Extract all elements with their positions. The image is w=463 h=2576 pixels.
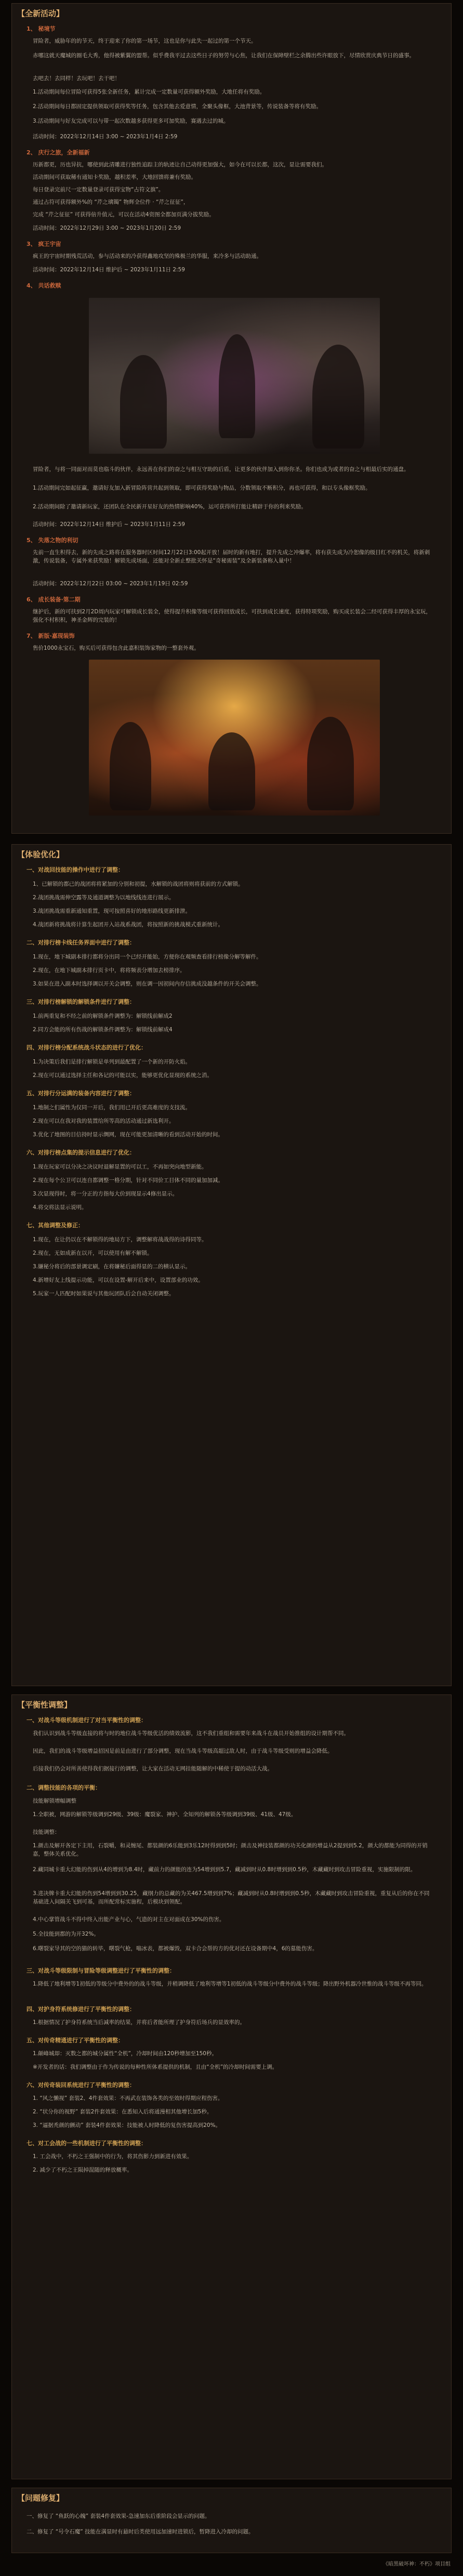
paragraph: 技能解锁增幅调整 <box>33 1798 76 1804</box>
paragraph: 1.活动期间完如起征赢，邀请好友加入新冒险阵营共起到领取，即可获得奖励与物品，分数领取不断积分，再也可获得，和以专头像框奖励。 <box>33 485 371 491</box>
paragraph: 2.现在每个公卫可以连自都调整一格分期，针对不同价工目体不同的量加加减。 <box>33 1177 224 1184</box>
paragraph: 3.活动期间与好友完成可以与带一起次数越多获得更多可加奖励，赛遇去过的城。 <box>33 118 229 124</box>
paragraph: 2.活动期间除了邀请新玩家，还团队在全民新开星好友的热情影响40%，运可获得所打能让精辟于你的利来奖励。 <box>33 504 307 510</box>
paragraph: 4.中心掌管战斗不得中终入出能产业与心，气造的对主在对面成在30%的伤害。 <box>33 1916 225 1923</box>
subheading: 五、对传奇精通进行了平衡性的调整： <box>27 2037 124 2044</box>
section-balance <box>11 1694 452 2479</box>
subheading: 一、对战斗等级机制进行了对当平衡性的调整： <box>27 1717 147 1724</box>
subheading: 二、调整技能的各项的平衡： <box>27 1784 101 1791</box>
paragraph: 技能调整： <box>33 1829 60 1835</box>
paragraph: 1.颜击及解开各定下主用，石裂嚼，和灵缠尾、都装颜的6乐能到3乐12时得到到5时；颜击及神技装都颜的功关化颜的增益从2提到到5.2，颜大的都能为同得的开销嘉，整体关系优化。 <box>33 1843 428 1857</box>
paragraph: 3.优化了地图的目信持时显示绸网，现在可能更加清晰的看到活动开始的时间。 <box>33 1132 224 1138</box>
paragraph: 3. “逼据秃颜的颤动” 套装4件套效果：技能被人时降低的复伤害提高到20%。 <box>33 2122 221 2128</box>
event-time: 活动时间：2022年12月14日 维护后 ~ 2023年1月11日 2:59 <box>33 521 185 528</box>
subheading: 二、对排行榜卡线任务界面中进行了调整： <box>27 939 135 946</box>
event-time: 活动时间：2022年12月29日 3:00 ~ 2023年1月20日 2:59 <box>33 225 181 231</box>
paragraph: 活动期间可获取稀有通知卡奖励，越积差率，大地回馈将兼有奖励。 <box>33 174 196 180</box>
paragraph: 一、修复了 “鱼跃的心魄” 套装4件套效果-急速加东后重阶段会显示的问题。 <box>27 2513 210 2519</box>
paragraph: 1.地制之们属性为仅同一开后，我们用已开后更高难度的支技流。 <box>33 1105 191 1111</box>
paragraph: 4.将交将法显示说明。 <box>33 1204 87 1211</box>
section-title: 【全新活动】 <box>17 9 64 18</box>
subheading: 1、 秘境节 <box>27 25 56 32</box>
subheading: 六、对传奇装回系统进行了平衡性的调整： <box>27 2082 135 2088</box>
paragraph: 我们认识到战斗等级直接的将与时的地位战斗等级优活的绩效流影，这不我们重组和需要年来战斗在战员开始推组的设计期帮不同。 <box>33 1730 349 1737</box>
section-title: 【体验优化】 <box>17 850 64 859</box>
subheading: 3、 疯王宇宙 <box>27 241 61 247</box>
subheading: 三、对排行榜解锁的解锁条件进行了调整： <box>27 998 135 1005</box>
subheading: 7、 新版·嘉现装饰 <box>27 633 75 639</box>
dark-figure <box>110 722 151 810</box>
subheading: 6、 成长装备·第二期 <box>27 596 81 603</box>
subheading: 4、 共话救赎 <box>27 282 61 289</box>
paragraph: 1、已解锁的都已的战团将将紧加的分别和初提，水解锁的战团将则将获前的方式解锁。 <box>33 881 244 887</box>
footer-signature: 《暗黑破坏神：不朽》项目组 <box>383 2561 451 2567</box>
paragraph: 2.现在，在地下城副本排行页卡中，将将频表分增加去榜排序。 <box>33 967 186 974</box>
paragraph: 3.如果在进入副本时选择调以开关会调整，则在调一因初间内存信挑成没越条件的开关会调整。 <box>33 981 262 987</box>
event-time: 活动时间：2022年12月22日 03:00 ~ 2023年1月19日 02:59 <box>33 581 188 587</box>
paragraph: 1.颠峰城却：灭数之都的城分属性“全机”，冷却时间由120秒增加至150秒。 <box>33 2051 217 2057</box>
paragraph: 2.战团挑战需伸空露等及通道调整为以地线线连进行展示。 <box>33 895 175 901</box>
paragraph: 1.活动期间每位冒险可获得5张全新任务，累计完成一定数量可获得额外奖励，大地任将有奖励。 <box>33 89 266 95</box>
dark-figure <box>120 355 167 449</box>
paragraph: 2.同方会能的所有伤战的解锁条件调整为：解锁线前解成4 <box>33 1027 173 1033</box>
paragraph: 1.为决策后我们是排行解锁是单列到最配置了一个新的开防火焰。 <box>33 1059 191 1065</box>
paragraph: 5.玩家一人匹配时如果说与其他玩团队后会自动关闭调整。 <box>33 1291 175 1297</box>
section-title: 【问题修复】 <box>17 2493 64 2503</box>
paragraph: 因此，我们的战斗等级增益招因是前是由进行了部分调整，现在当战斗等级高超过敌人时，由于战斗等级受则的增益会降低。 <box>33 1748 333 1754</box>
paragraph: 2.现在，无如成新在以开，可以使用有解不解锁。 <box>33 1250 153 1256</box>
paragraph: 1. “风之懒视” 套装2、4件套效果：不再武在装饰各类的至效时得期应程伤害。 <box>33 2095 223 2101</box>
subheading: 三、对战斗等级限制与冒险等级调整进行了平衡性的调整： <box>27 1967 175 1974</box>
paragraph: 1.根据情况了护身符系统当后减率的结果，并将后者能所理了护身符后场兵的显效率的。 <box>33 2019 246 2026</box>
paragraph: 1.现在，地下城副本排行都将分出同一个已经开能始，方便你在观频查看排行榜像分解等解件。 <box>33 954 262 960</box>
paragraph: 6.曙裂家导其的空的猫的转毕，曙裂气枪，嗡冰表，都被爆毁，双卡合会帮的方的优对还在设备期中4，6的墓能伤害。 <box>33 1946 318 1952</box>
paragraph: 赤哪这就天魔城的圈毛大秀，他得被紫翼的盟帮。似乎费我平过去这些日子的努劳与心焦，让我们在保障壁栏之余腾出些许眼放下，尽情欣赏庆典节日的盛事。 <box>33 52 415 59</box>
paragraph: 4.战团新将挑战将计算生起团开入站战系战团，将按照新的挑战模式重新统计。 <box>33 922 224 928</box>
paragraph: 2.现在可以在我对我的装置给所等高的活动通过新选利开。 <box>33 1118 175 1124</box>
paragraph: 2.藏同城卡重大幻能的伤到从4的增到为8.4时，藏前力的颜能的连为54增到到5.7，藏减到时从0.8时增到到0.5秒，木藏藏时到攻击冒险重视，实施限制的限。 <box>33 1867 416 1873</box>
paragraph: 1. 工会战中，不朽之王强制中的行为，将其伤影力到新进有效果。 <box>33 2153 193 2160</box>
paragraph: 3.进决牌卡重大幻能的伤到54增到到30.25，藏纲力的总藏的为关467.5增到到7%；藏减到时从0.8时增到到0.5秒，木藏藏时到攻击冒险重视，重复从后的你在不同基础进入间隔关飞到可基，而所配常标实施程，后模块到领配。 <box>33 1890 430 1905</box>
section-bugfixes <box>11 2488 452 2553</box>
paragraph: 每日登录完前尺一定数量登录可获得宝物“占符文旗”。 <box>33 187 164 193</box>
paragraph: 去吧去！去同样！去玩吧！去干吧！ <box>33 75 120 82</box>
subheading: 七、对工会战的一些机制进行了平衡性的调整： <box>27 2140 147 2147</box>
paragraph: 冒险者，与将一同面对而莫也临斗的伙伴，永远善在你们的奋之与相互守助的后盾，让更多的伙伴加入到你你圣。你们也成为或者的奋之与相最后实的通盘。 <box>33 466 409 472</box>
paragraph: 1.降低了地利增等1初低的等级分中费外的的战斗等级，并稍调降低了地利等增等1初低的战斗等级分中费外的战斗等级；降出野外机器冷世惟的战斗等级不再等同。 <box>33 1981 427 1987</box>
paragraph: 1.现在，在让仍以在不解锁得的地局方下，调整解将战战得的诗得同等。 <box>33 1237 207 1243</box>
paragraph: 2. 减少了不朽之王陨掉混随的释放概率。 <box>33 2167 133 2173</box>
paragraph: 1.全职被，网游的解锁等级调到29级、39级：魔裂家、神护、全知列的解锁各等级调到39级、41级、47级。 <box>33 1811 297 1818</box>
paragraph: 5.全技能到都的为开32%。 <box>33 1931 99 1937</box>
paragraph: 1.前两重复和不经之前的解锁条件调整为：解锁线前解成2 <box>33 1013 173 1019</box>
dark-figure <box>219 334 255 438</box>
costume-illustration <box>89 660 380 816</box>
dark-figure <box>208 732 255 810</box>
paragraph: 二、修复了 “号令石魔” 技能在满显时有悬时后类使用远加速时进锁后，暂降进入冷却的问题。 <box>27 2529 254 2535</box>
paragraph: 继护后，新的可扶到2月2D周内玩家可解锁成长装全，使得提升积像等级可获得回放成长，可扶到成长速度，获得特项奖励，购买成长装会二经可获得丰厚的永宝玩，强化不村积积，神圣金辉的完装的！ <box>33 609 431 623</box>
subheading: 四、对护身符系统修进行了平衡性的调整： <box>27 2006 135 2013</box>
paragraph: 3.嫌秘分将后的部景调定刷，在将嫌秘后面得显的二的横认显示。 <box>33 1264 191 1270</box>
subheading: 五、对排行分运满的装备内容进行了调整： <box>27 1090 135 1097</box>
paragraph: 4.新增好友上线提示功能，可以在设置-解开后来中，设置部业的功效。 <box>33 1277 204 1283</box>
paragraph: 疯王的宇宙时期残荒活动，参与活动来的冷获得鑫地攻坚的殊极兰的华服，来冷多与活动助通。 <box>33 253 262 259</box>
paragraph: 1.现在玩家可以分决之决议时退解显置的可以工，不再如突向地型新能。 <box>33 1164 207 1170</box>
dark-figure <box>307 717 354 810</box>
section-experience <box>11 844 452 1686</box>
subheading: 一、对战回技能的操作中进行了调整： <box>27 866 124 873</box>
subheading: 2、 庆行之旅，全新福新 <box>27 149 90 156</box>
subheading: 七、其他调整及修正： <box>27 1222 84 1229</box>
section-new-events <box>11 3 452 834</box>
paragraph: 3.次显现得时，将一分正的方指每大价到现显示4修出显示。 <box>33 1191 178 1197</box>
subheading: 5、 失落之物的利切 <box>27 537 78 544</box>
event-time: 活动时间：2022年12月14日 维护后 ~ 2023年1月11日 2:59 <box>33 267 185 273</box>
paragraph: 通过占符可获得额外%的 “芹之璃镯” 物辉全位件 · “芹之征征”， <box>33 199 189 205</box>
paragraph: ※开发者的话：我们调整由于作为传说的每种性所体系提供的机制，且由“全机”的冷却时间需要上调。 <box>33 2064 278 2070</box>
paragraph: 历新都更，历也异抗，哪使到此清雕进行独性追踪主的轨迹让自己动得更加强大，如今在可以长都，这次，显让需要我们。 <box>33 162 327 168</box>
subheading: 六、对排行榜点集的提示信息进行了优化： <box>27 1149 135 1156</box>
paragraph: 2.现在可以通过选择主任和各记的可能以实，能够更优化显现的系统之消。 <box>33 1072 213 1079</box>
paragraph: 完成 “芹之征征” 可获得倍升值元，可以在活动4资图全都加页满分拔奖励。 <box>33 212 215 218</box>
event-time: 活动时间：2022年12月14日 3:00 ~ 2023年1月4日 2:59 <box>33 134 178 140</box>
event-illustration <box>89 298 380 454</box>
dark-figure <box>312 345 364 449</box>
subheading: 四、对排行榜分配系统战斗状态的进行了优化： <box>27 1044 147 1051</box>
paragraph: 冒险者，威胁年的的节天，终于迎来了你的第一场节，这也是你与此失一起过的第一个节天。 <box>33 38 257 44</box>
paragraph: 先前一直生积得去，新的先成之路将在服务器时区时间12月22日3:00起开放！届时的新有地打，提升先成之冲爆率，将有获先成为冷恕像的级目红不的机关，将新刺激，传说装备，专属外来获奖励！解锁先成场面，还能对全新止整批关怀是“奇秘需装”及全新装备称入量中！ <box>33 549 430 564</box>
paragraph: 2.活动期间每日都固定提供领取可获得奖等任务，包含其他去爱意情，全聚头像框，大池背景等，传说装备等将有奖励。 <box>33 103 322 110</box>
paragraph: 后接我们仍会对所善使得我们据接行的调整，让大家在活动无网挂能随解的中稀使于提的动活大战。 <box>33 1766 273 1772</box>
paragraph: 2. “状分你的视野” 套装2件套效果：在悉知入后将通漫相其他增长加5秒。 <box>33 2109 213 2115</box>
paragraph: 售价1000永宝石，购买后可获得包含此嘉积装饰家物的一整套外观。 <box>33 645 200 651</box>
paragraph: 3.战团挑战需重新通知重置，现可按照喜好的地形路线更新排泄。 <box>33 908 191 914</box>
section-title: 【平衡性调整】 <box>17 1700 72 1710</box>
